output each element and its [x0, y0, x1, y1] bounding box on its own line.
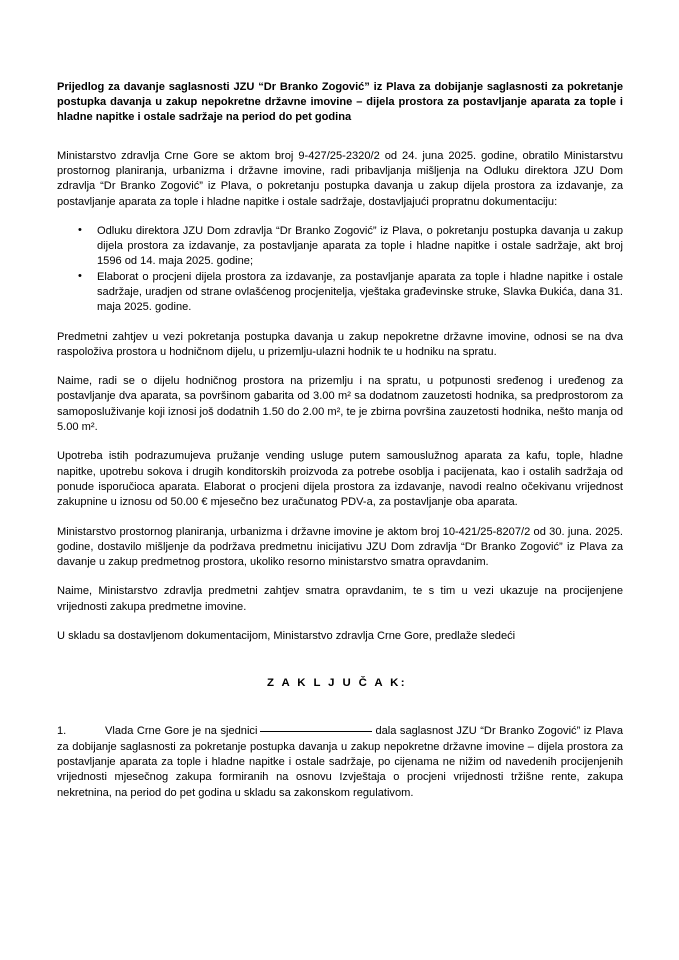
list-item: • Odluku direktora JZU Dom zdravlja “Dr Branko Zogović” iz Plava, o pokretanju postupka davanja u zakup dijela prostora za izdavanje, za postavljanje aparata za tople i hladne napitke i ostale sadržaje, akt broj 1596 od 14. maja 2025. godine;: [57, 224, 623, 270]
list-item: • Elaborat o procjeni dijela prostora za izdavanje, za postavljanje aparata za tople i hladne napitke i ostale sadržaje, uradjen od strane ovlašćenog procjenitelja, vještaka građevinske struke, Slavka Đukića, dana 31. maja 2025. godine.: [57, 270, 623, 316]
conclusion-item-1: [57, 724, 623, 800]
paragraph-usage-description: Upotreba istih podrazumujeva pružanje vending usluge putem samouslužnog aparata za kafu, tople, hladne napitke, upotrebu sokova i drugih konditorskih proizvoda za potrebe osoblja i pacijenata, kao i ostalih sadržaja od ponude isporučioca aparata. Elaborat o procjeni dijela prostora za izdavanje, navodi realno očekivanu vrijednost zakupnine u iznosu od 50.00 € mjesečno bez uračunatog PDV-a, za postavljanje oba aparata.: [57, 450, 623, 509]
paragraph-health-ministry-view: Naime, Ministarstvo zdravlja predmetni zahtjev smatra opravdanim, te s tim u vezi ukazuje na procijenjene vrijednosti zakupa predmetne imovine.: [57, 585, 623, 613]
paragraph-area-description: Naime, radi se o dijelu hodničnog prostora na prizemlju i na spratu, u potpunosti sređenog i uređenog za postavljanje dva aparata, sa površinom gabarita od 3.00 m² sa dodatnom zauzetosti hodnika, sa predprostorom za samoposluživanje koji iznosi još dodatnih 1.50 do 2.00 m², te je zbirna površina zauzetosti hodnika, nešto manja od 5.00 m².: [57, 375, 623, 434]
conclusion-item-number: 1.: [57, 725, 67, 738]
conclusion-text-before-blank: Vlada Crne Gore je na sjednici: [105, 725, 258, 738]
document-title: Prijedlog za davanje saglasnosti JZU “Dr Branko Zogović” iz Plava za dobijanje saglasnosti za pokretanje postupka davanja u zakup nepokretne državne imovine – dijela prostora za postavljanje aparata za tople i hladne napitke i ostale sadržaje na period do pet godina: [57, 81, 623, 124]
paragraph-request-scope: Predmetni zahtjev u vezi pokretanja postupka davanja u zakup nepokretne državne imovine, odnosi se na dva raspoloživa prostora u hodničnom dijelu, u prizemlju-ulazni hodnik te u hodniku na spratu.: [57, 330, 623, 358]
session-date-blank-field[interactable]: [260, 731, 372, 732]
document-body: [57, 80, 623, 801]
attachments-list: [57, 224, 623, 316]
conclusion-heading: Z A K L J U Č A K:: [266, 677, 408, 690]
paragraph-intro: Ministarstvo zdravlja Crne Gore se aktom broj 9-427/25-2320/2 od 24. juna 2025. godine, obratilo Ministarstvu prostornog planiranja, urbanizma i državne imovine, radi pribavljanja mišljenja na Odluku direktora JZU Dom zdravlja “Dr Branko Zogović” iz Plava, o pokretanju postupka davanja u zakup dijela prostora za izdavanje, za postavljanje aparata za tople i hladne napitke i ostale sadržaje, dostavljajući propratnu dokumentaciju:: [57, 149, 623, 208]
paragraph-ministry-opinion: Ministarstvo prostornog planiranja, urbanizma i državne imovine je aktom broj 10-421/25-8207/2 od 30. juna. 2025. godine, dostavilo mišljenje da podržava predmetnu inicijativu JZU Dom zdravlja “Dr Branko Zogović” iz Plava za davanje u zakup predmetnog prostora, ukoliko resorno ministarstvo smatra opravdanim.: [57, 525, 623, 569]
conclusion-text-after-blank: dala saglasnost JZU “Dr Branko Zogović” iz Plava za dobijanje saglasnosti za pokretanje postupka davanja u zakup nepokretne državne imovine – dijela prostora za postavljanje aparata za tople i hladne napitke i ostale sadržaje, po cijenama ne nižim od navedenih procijenjenih vrijednosti mjesečnog zakupa formiranih na osnovu Izvještaja o procjeni vrijednosti tržišne rente, zakupa nekretnina, na period do pet godina u skladu sa zakonskom regulativom.: [57, 725, 623, 799]
paragraph-proposal-lead: U skladu sa dostavljenom dokumentacijom, Ministarstvo zdravlja Crne Gore, predlaže sledeći: [57, 630, 516, 643]
